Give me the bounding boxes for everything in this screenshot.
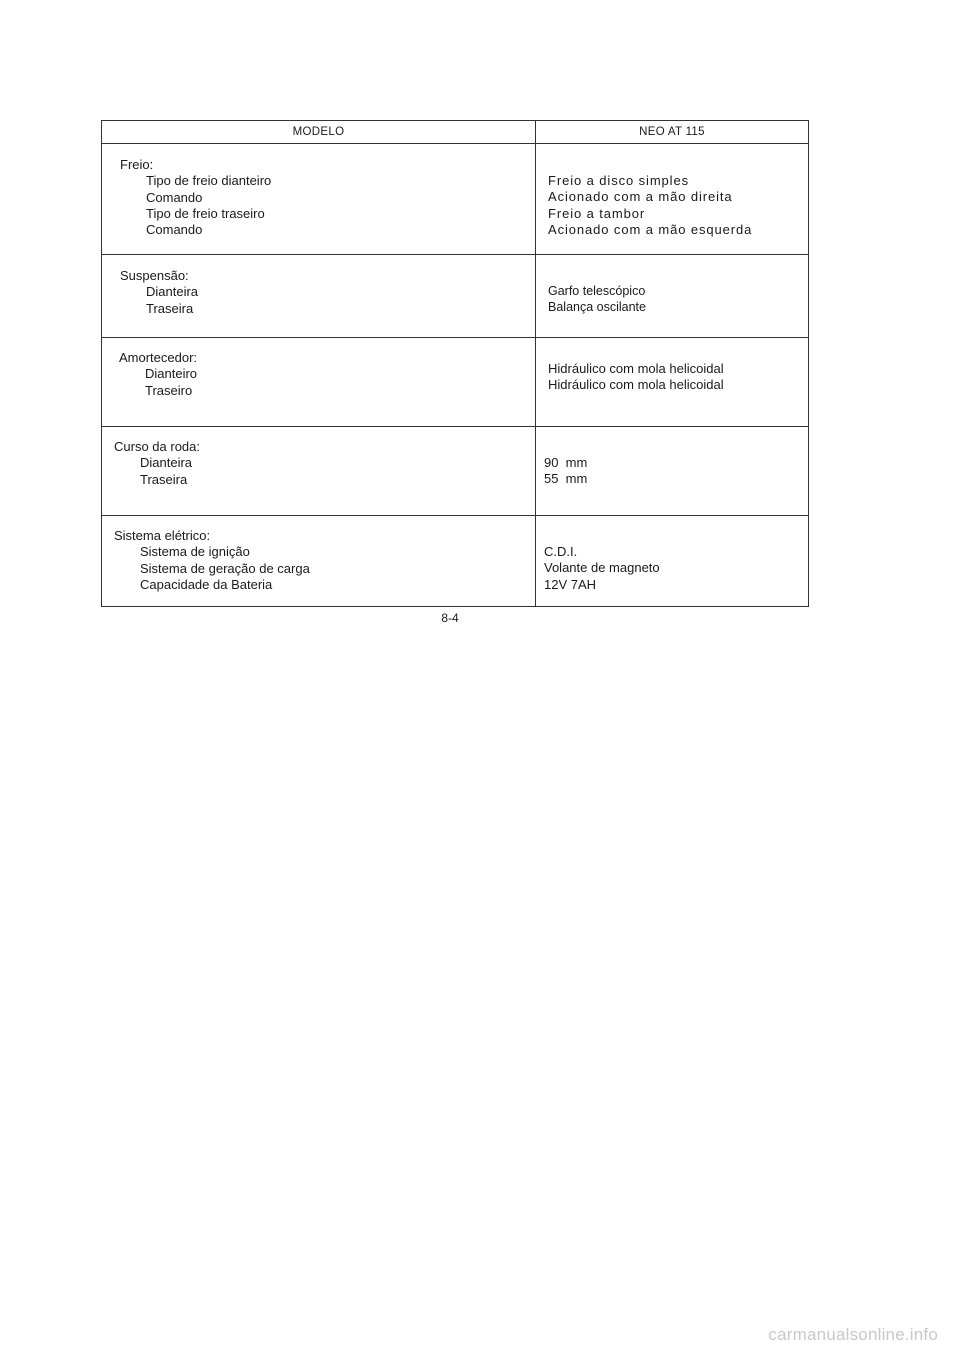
section-amortecedor bbox=[102, 338, 808, 427]
curso-values bbox=[536, 427, 808, 515]
amortecedor-value: Hidráulico com mola helicoidal bbox=[548, 377, 724, 393]
freio-value: Freio a disco simples bbox=[548, 173, 689, 188]
sistema-item: Sistema de ignição bbox=[140, 544, 250, 560]
suspensao-value: Balança oscilante bbox=[548, 300, 646, 315]
amortecedor-item: Traseiro bbox=[145, 382, 193, 398]
suspensao-value: Garfo telescópico bbox=[548, 284, 646, 298]
curso-title: Curso da roda: bbox=[114, 439, 200, 454]
curso-item: Traseira bbox=[140, 471, 188, 487]
freio-item: Comando bbox=[146, 189, 203, 205]
suspensao-item: Dianteira bbox=[146, 284, 199, 300]
header-model-value: NEO AT 115 bbox=[639, 126, 705, 138]
header-model-label: MODELO bbox=[102, 121, 536, 143]
amortecedor-title: Amortecedor: bbox=[119, 350, 198, 365]
curso-labels bbox=[102, 427, 536, 515]
sistema-value: 12V 7AH bbox=[544, 576, 597, 592]
section-sistema-eletrico bbox=[102, 516, 808, 606]
sistema-value: C.D.I. bbox=[544, 544, 578, 559]
freio-values bbox=[536, 144, 808, 254]
sistema-title: Sistema elétrico: bbox=[114, 528, 211, 543]
amortecedor-item: Dianteiro bbox=[145, 366, 198, 382]
freio-value: Acionado com a mão direita bbox=[548, 189, 733, 205]
freio-item: Tipo de freio dianteiro bbox=[146, 173, 272, 189]
section-freio bbox=[102, 144, 808, 255]
spec-table bbox=[101, 120, 809, 607]
section-suspensao bbox=[102, 255, 808, 338]
watermark: carmanualsonline.info bbox=[768, 1325, 938, 1344]
suspensao-labels bbox=[102, 255, 536, 337]
sistema-labels bbox=[102, 516, 536, 606]
amortecedor-labels bbox=[102, 338, 536, 426]
freio-title: Freio: bbox=[120, 157, 154, 172]
curso-value: 90 mm bbox=[544, 455, 588, 470]
freio-item: Tipo de freio traseiro bbox=[146, 205, 265, 221]
amortecedor-value: Hidráulico com mola helicoidal bbox=[548, 361, 724, 376]
sistema-item: Capacidade da Bateria bbox=[140, 576, 273, 592]
sistema-item: Sistema de geração de carga bbox=[140, 560, 310, 576]
suspensao-item: Traseira bbox=[146, 300, 194, 316]
sistema-value: Volante de magneto bbox=[544, 560, 660, 576]
curso-value: 55 mm bbox=[544, 471, 588, 487]
suspensao-title: Suspensão: bbox=[120, 268, 189, 283]
suspensao-values bbox=[536, 255, 808, 337]
page-number: 8-4 bbox=[441, 611, 459, 625]
freio-value: Freio a tambor bbox=[548, 205, 646, 221]
section-curso-da-roda bbox=[102, 427, 808, 516]
freio-item: Comando bbox=[146, 222, 203, 238]
curso-item: Dianteira bbox=[140, 455, 193, 471]
sistema-values bbox=[536, 516, 808, 606]
amortecedor-values bbox=[536, 338, 808, 426]
freio-value: Acionado com a mão esquerda bbox=[548, 221, 753, 237]
freio-labels bbox=[102, 144, 536, 254]
table-header bbox=[102, 121, 808, 144]
